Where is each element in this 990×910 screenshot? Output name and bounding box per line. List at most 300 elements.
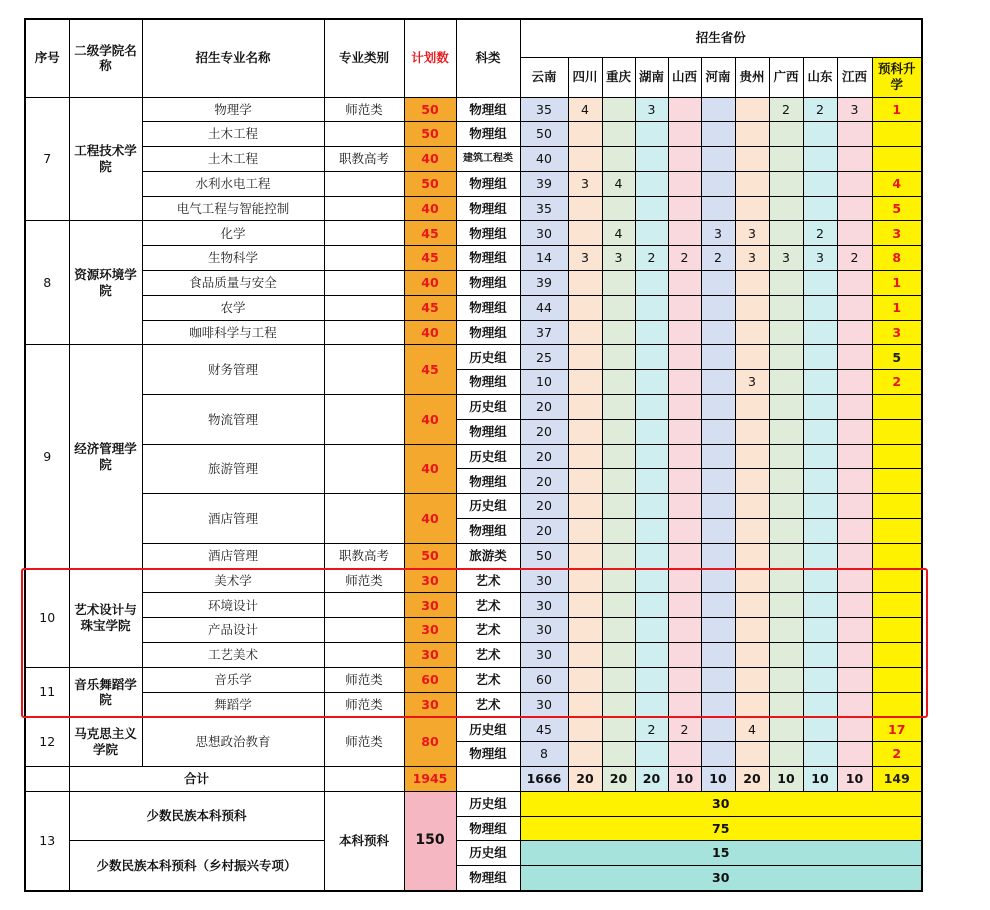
subject-cell: 艺术 xyxy=(456,568,520,593)
province-cell xyxy=(602,667,635,692)
preparatory-cell xyxy=(872,469,922,494)
province-cell xyxy=(735,667,769,692)
ethnic-label: 少数民族本科预科（乡村振兴专项） xyxy=(69,841,324,891)
province-cell xyxy=(635,742,668,767)
plan-cell: 50 xyxy=(404,543,456,568)
province-cell: 3 xyxy=(568,246,602,271)
header-category: 专业类别 xyxy=(324,19,404,97)
province-cell xyxy=(701,618,735,643)
table-row xyxy=(25,692,922,717)
category-cell: 职教高考 xyxy=(324,147,404,172)
subject-cell: 物理组 xyxy=(456,370,520,395)
table-row xyxy=(25,271,922,296)
province-cell xyxy=(602,295,635,320)
plan-cell: 30 xyxy=(404,618,456,643)
province-cell xyxy=(668,196,701,221)
province-cell: 20 xyxy=(635,767,668,792)
province-cell xyxy=(635,494,668,519)
province-cell xyxy=(701,717,735,742)
province-cell xyxy=(769,692,803,717)
province-cell: 2 xyxy=(668,717,701,742)
province-cell xyxy=(635,519,668,544)
plan-cell: 50 xyxy=(404,122,456,147)
header-province: 四川 xyxy=(568,57,602,97)
province-cell xyxy=(635,568,668,593)
province-cell xyxy=(803,593,837,618)
college-cell: 经济管理学院 xyxy=(69,345,142,568)
province-cell xyxy=(701,568,735,593)
province-cell xyxy=(769,717,803,742)
seq-cell: 11 xyxy=(25,667,69,717)
province-cell xyxy=(602,543,635,568)
province-cell xyxy=(735,295,769,320)
subject-cell: 历史组 xyxy=(456,717,520,742)
college-cell: 工程技术学院 xyxy=(69,97,142,221)
province-cell xyxy=(735,494,769,519)
subject-cell: 物理组 xyxy=(456,221,520,246)
category-cell xyxy=(324,593,404,618)
category-cell: 职教高考 xyxy=(324,543,404,568)
province-cell xyxy=(701,692,735,717)
province-cell xyxy=(769,147,803,172)
subject-cell: 历史组 xyxy=(456,444,520,469)
header-row-1 xyxy=(25,19,922,57)
subject-cell: 物理组 xyxy=(456,519,520,544)
province-cell: 3 xyxy=(837,97,872,122)
seq-cell: 8 xyxy=(25,221,69,345)
category-cell xyxy=(324,221,404,246)
preparatory-cell xyxy=(872,147,922,172)
province-cell xyxy=(668,171,701,196)
province-cell xyxy=(769,618,803,643)
province-cell xyxy=(668,370,701,395)
preparatory-cell: 5 xyxy=(872,345,922,370)
province-cell xyxy=(568,395,602,420)
subject-cell: 物理组 xyxy=(456,866,520,891)
province-cell xyxy=(602,717,635,742)
province-cell xyxy=(837,444,872,469)
preparatory-cell: 3 xyxy=(872,221,922,246)
province-cell xyxy=(668,519,701,544)
province-cell: 44 xyxy=(520,295,568,320)
province-cell: 50 xyxy=(520,543,568,568)
province-cell: 3 xyxy=(735,370,769,395)
ethnic-value: 75 xyxy=(520,816,922,841)
province-cell xyxy=(635,345,668,370)
preparatory-cell: 1 xyxy=(872,295,922,320)
table-row xyxy=(25,593,922,618)
province-cell xyxy=(568,320,602,345)
subject-cell: 历史组 xyxy=(456,791,520,816)
ethnic-label: 少数民族本科预科 xyxy=(69,791,324,841)
province-cell: 1666 xyxy=(520,767,568,792)
province-cell xyxy=(837,667,872,692)
province-cell: 30 xyxy=(520,643,568,668)
province-cell xyxy=(635,593,668,618)
province-cell: 35 xyxy=(520,196,568,221)
province-cell: 2 xyxy=(837,246,872,271)
province-cell xyxy=(735,171,769,196)
table-row xyxy=(25,295,922,320)
subject-cell: 历史组 xyxy=(456,494,520,519)
province-cell xyxy=(735,122,769,147)
province-cell xyxy=(602,345,635,370)
subject-cell: 物理组 xyxy=(456,295,520,320)
province-cell xyxy=(837,370,872,395)
province-cell xyxy=(635,469,668,494)
plan-cell: 40 xyxy=(404,271,456,296)
province-cell: 4 xyxy=(602,171,635,196)
province-cell xyxy=(701,370,735,395)
province-cell xyxy=(769,494,803,519)
header-province: 山东 xyxy=(803,57,837,97)
preparatory-cell: 8 xyxy=(872,246,922,271)
province-cell xyxy=(568,593,602,618)
province-cell xyxy=(635,692,668,717)
preparatory-cell xyxy=(872,122,922,147)
province-cell xyxy=(568,717,602,742)
subject-cell: 物理组 xyxy=(456,419,520,444)
category-cell xyxy=(324,271,404,296)
table-row xyxy=(25,97,922,122)
province-cell xyxy=(568,494,602,519)
category-cell xyxy=(324,444,404,494)
province-cell xyxy=(735,692,769,717)
major-cell: 环境设计 xyxy=(142,593,324,618)
subject-cell: 旅游类 xyxy=(456,543,520,568)
ethnic-value: 30 xyxy=(520,866,922,891)
plan-cell: 45 xyxy=(404,221,456,246)
subject-cell: 物理组 xyxy=(456,246,520,271)
total-row xyxy=(25,767,922,792)
province-cell xyxy=(668,543,701,568)
province-cell: 30 xyxy=(520,568,568,593)
province-cell xyxy=(769,593,803,618)
province-cell xyxy=(701,419,735,444)
province-cell: 2 xyxy=(803,97,837,122)
province-cell: 3 xyxy=(803,246,837,271)
plan-cell: 45 xyxy=(404,295,456,320)
major-cell: 美术学 xyxy=(142,568,324,593)
province-cell xyxy=(837,320,872,345)
province-cell xyxy=(668,395,701,420)
province-cell xyxy=(568,568,602,593)
province-cell xyxy=(837,196,872,221)
province-cell: 10 xyxy=(668,767,701,792)
seq-cell: 12 xyxy=(25,717,69,767)
plan-cell: 45 xyxy=(404,345,456,395)
province-cell: 4 xyxy=(568,97,602,122)
major-cell: 财务管理 xyxy=(142,345,324,395)
province-cell xyxy=(769,345,803,370)
province-cell xyxy=(668,320,701,345)
header-college: 二级学院名称 xyxy=(69,19,142,97)
province-cell xyxy=(803,370,837,395)
preparatory-cell xyxy=(872,667,922,692)
college-cell: 资源环境学院 xyxy=(69,221,142,345)
category-cell xyxy=(324,395,404,445)
category-cell: 师范类 xyxy=(324,692,404,717)
province-cell xyxy=(769,444,803,469)
table-row xyxy=(25,147,922,172)
province-cell xyxy=(735,543,769,568)
preparatory-cell xyxy=(872,643,922,668)
province-cell xyxy=(635,147,668,172)
category-cell xyxy=(324,171,404,196)
plan-cell: 40 xyxy=(404,494,456,544)
province-cell: 20 xyxy=(735,767,769,792)
province-cell xyxy=(602,97,635,122)
table-row xyxy=(25,320,922,345)
major-cell: 水利水电工程 xyxy=(142,171,324,196)
college-cell: 音乐舞蹈学院 xyxy=(69,667,142,717)
subject-cell: 历史组 xyxy=(456,395,520,420)
province-cell xyxy=(769,196,803,221)
province-cell xyxy=(568,295,602,320)
province-cell xyxy=(769,171,803,196)
province-cell: 10 xyxy=(803,767,837,792)
province-cell xyxy=(668,667,701,692)
province-cell xyxy=(568,221,602,246)
province-cell: 2 xyxy=(635,717,668,742)
province-cell xyxy=(602,370,635,395)
province-cell xyxy=(668,593,701,618)
province-cell xyxy=(837,717,872,742)
province-cell xyxy=(568,271,602,296)
province-cell: 39 xyxy=(520,271,568,296)
province-cell xyxy=(602,271,635,296)
category-cell xyxy=(324,196,404,221)
province-cell xyxy=(803,122,837,147)
province-cell xyxy=(701,395,735,420)
province-cell xyxy=(602,147,635,172)
province-cell: 4 xyxy=(735,717,769,742)
category-cell xyxy=(324,494,404,544)
province-cell: 4 xyxy=(602,221,635,246)
province-cell xyxy=(769,469,803,494)
category-cell xyxy=(324,295,404,320)
province-cell xyxy=(602,196,635,221)
province-cell: 30 xyxy=(520,593,568,618)
subject-cell: 艺术 xyxy=(456,667,520,692)
province-cell xyxy=(837,345,872,370)
province-cell xyxy=(701,643,735,668)
preparatory-cell xyxy=(872,395,922,420)
province-cell xyxy=(668,568,701,593)
province-cell xyxy=(837,395,872,420)
province-cell xyxy=(803,568,837,593)
header-subject: 科类 xyxy=(456,19,520,97)
province-cell xyxy=(635,643,668,668)
province-cell: 3 xyxy=(769,246,803,271)
province-cell xyxy=(837,519,872,544)
province-cell: 10 xyxy=(701,767,735,792)
category-cell xyxy=(324,122,404,147)
preparatory-cell xyxy=(872,593,922,618)
province-cell xyxy=(837,568,872,593)
province-cell xyxy=(568,643,602,668)
province-cell xyxy=(602,320,635,345)
province-cell: 35 xyxy=(520,97,568,122)
province-cell xyxy=(668,643,701,668)
subject-cell xyxy=(456,767,520,792)
province-cell xyxy=(701,345,735,370)
plan-cell: 40 xyxy=(404,395,456,445)
preparatory-cell: 149 xyxy=(872,767,922,792)
major-cell: 生物科学 xyxy=(142,246,324,271)
preparatory-cell xyxy=(872,543,922,568)
category-cell: 本科预科 xyxy=(324,791,404,890)
subject-cell: 艺术 xyxy=(456,643,520,668)
province-cell xyxy=(837,221,872,246)
province-cell xyxy=(568,122,602,147)
preparatory-cell: 1 xyxy=(872,97,922,122)
province-cell xyxy=(668,295,701,320)
province-cell xyxy=(769,395,803,420)
subject-cell: 艺术 xyxy=(456,618,520,643)
major-cell: 电气工程与智能控制 xyxy=(142,196,324,221)
province-cell: 2 xyxy=(668,246,701,271)
province-cell xyxy=(602,643,635,668)
province-cell xyxy=(668,742,701,767)
table-row xyxy=(25,395,922,420)
province-cell xyxy=(701,593,735,618)
province-cell xyxy=(803,345,837,370)
plan-cell: 60 xyxy=(404,667,456,692)
province-cell xyxy=(735,419,769,444)
table-row xyxy=(25,196,922,221)
province-cell xyxy=(837,171,872,196)
province-cell xyxy=(769,419,803,444)
province-cell xyxy=(701,271,735,296)
province-cell xyxy=(635,295,668,320)
table-row xyxy=(25,122,922,147)
college-cell: 马克思主义学院 xyxy=(69,717,142,767)
enrollment-plan-table xyxy=(24,18,923,892)
province-cell xyxy=(803,419,837,444)
province-cell xyxy=(568,147,602,172)
province-cell xyxy=(769,295,803,320)
province-cell xyxy=(803,171,837,196)
subject-cell: 物理组 xyxy=(456,196,520,221)
major-cell: 土木工程 xyxy=(142,122,324,147)
preparatory-cell xyxy=(872,618,922,643)
province-cell: 50 xyxy=(520,122,568,147)
plan-cell: 30 xyxy=(404,643,456,668)
province-cell xyxy=(635,395,668,420)
table-row xyxy=(25,717,922,742)
subject-cell: 物理组 xyxy=(456,320,520,345)
province-cell xyxy=(568,519,602,544)
province-cell: 2 xyxy=(803,221,837,246)
province-cell xyxy=(735,271,769,296)
table-row xyxy=(25,568,922,593)
province-cell xyxy=(803,742,837,767)
plan-cell: 30 xyxy=(404,568,456,593)
province-cell xyxy=(701,519,735,544)
province-cell xyxy=(735,345,769,370)
province-cell xyxy=(635,618,668,643)
province-cell: 20 xyxy=(520,519,568,544)
subject-cell: 物理组 xyxy=(456,742,520,767)
header-province: 江西 xyxy=(837,57,872,97)
preparatory-cell xyxy=(872,692,922,717)
preparatory-cell: 3 xyxy=(872,320,922,345)
province-cell xyxy=(803,717,837,742)
plan-cell: 40 xyxy=(404,320,456,345)
major-cell: 酒店管理 xyxy=(142,494,324,544)
header-plan: 计划数 xyxy=(404,19,456,97)
category-cell: 师范类 xyxy=(324,568,404,593)
province-cell: 2 xyxy=(701,246,735,271)
subject-cell: 物理组 xyxy=(456,122,520,147)
province-cell: 30 xyxy=(520,618,568,643)
province-cell xyxy=(803,618,837,643)
province-cell: 3 xyxy=(701,221,735,246)
province-cell xyxy=(635,444,668,469)
province-cell: 3 xyxy=(602,246,635,271)
province-cell xyxy=(735,618,769,643)
preparatory-cell: 2 xyxy=(872,370,922,395)
province-cell xyxy=(602,593,635,618)
province-cell xyxy=(602,395,635,420)
province-cell xyxy=(735,444,769,469)
total-plan: 1945 xyxy=(404,767,456,792)
category-cell xyxy=(324,643,404,668)
table-body xyxy=(25,97,922,891)
province-cell xyxy=(701,667,735,692)
plan-cell: 50 xyxy=(404,97,456,122)
table-row xyxy=(25,221,922,246)
province-cell xyxy=(837,469,872,494)
category-cell xyxy=(324,345,404,395)
province-cell xyxy=(668,345,701,370)
subject-cell: 物理组 xyxy=(456,271,520,296)
major-cell: 工艺美术 xyxy=(142,643,324,668)
header-province: 湖南 xyxy=(635,57,668,97)
province-cell xyxy=(735,568,769,593)
province-cell xyxy=(803,271,837,296)
table-row xyxy=(25,494,922,519)
major-cell: 舞蹈学 xyxy=(142,692,324,717)
plan-cell: 40 xyxy=(404,444,456,494)
major-cell: 土木工程 xyxy=(142,147,324,172)
province-cell xyxy=(837,419,872,444)
province-cell xyxy=(837,147,872,172)
province-cell xyxy=(701,543,735,568)
province-cell xyxy=(602,122,635,147)
preparatory-cell: 1 xyxy=(872,271,922,296)
province-cell xyxy=(735,147,769,172)
province-cell xyxy=(602,519,635,544)
province-cell xyxy=(668,692,701,717)
table-row xyxy=(25,444,922,469)
province-cell xyxy=(635,543,668,568)
province-cell xyxy=(701,494,735,519)
major-cell: 旅游管理 xyxy=(142,444,324,494)
province-cell xyxy=(635,171,668,196)
subject-cell: 物理组 xyxy=(456,97,520,122)
province-cell xyxy=(735,395,769,420)
province-cell xyxy=(803,320,837,345)
province-cell xyxy=(668,469,701,494)
subject-cell: 艺术 xyxy=(456,593,520,618)
province-cell xyxy=(701,122,735,147)
subject-cell: 建筑工程类 xyxy=(456,147,520,172)
province-cell xyxy=(735,97,769,122)
plan-cell: 80 xyxy=(404,717,456,767)
province-cell xyxy=(837,692,872,717)
